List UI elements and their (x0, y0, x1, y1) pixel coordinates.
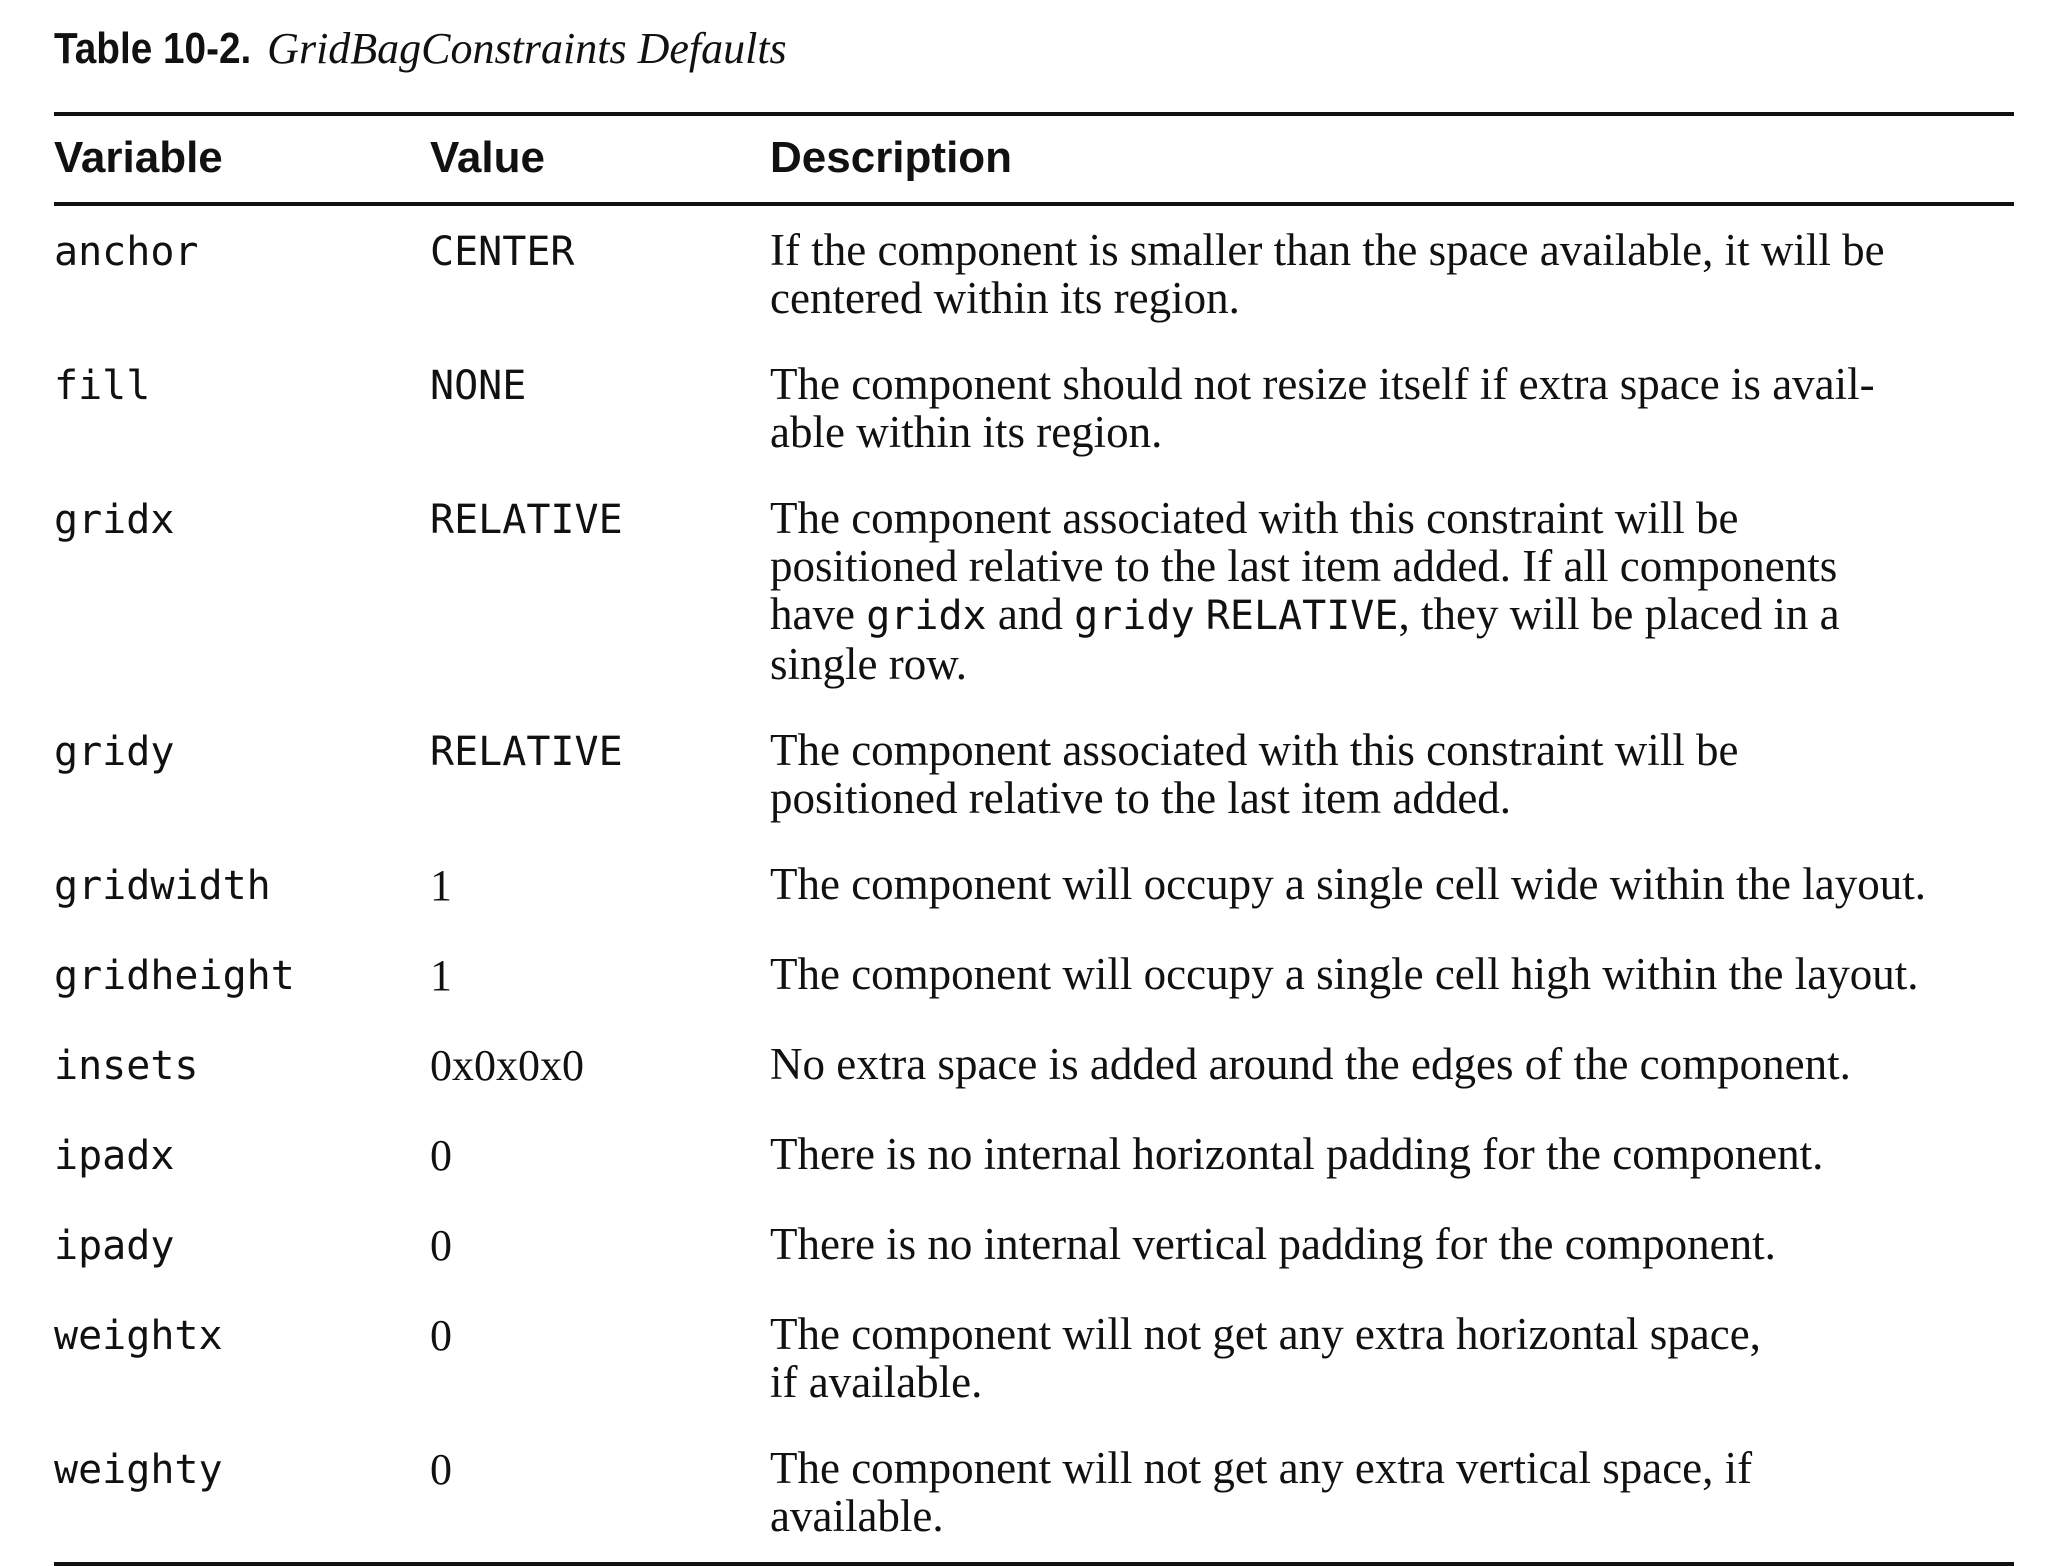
inline-code: gridy (1074, 593, 1195, 639)
desc-line: The component will occupy a single cell wide within the layout. (770, 859, 1926, 909)
cell-value: RELATIVE (430, 729, 623, 775)
desc-line: if available. (770, 1357, 983, 1407)
desc-line: There is no internal vertical padding for the component. (770, 1219, 1776, 1269)
desc-line: centered within its region. (770, 273, 1240, 323)
table-row (54, 474, 2014, 706)
cell-variable: fill (54, 363, 151, 409)
cell-value: 0 (430, 1311, 452, 1360)
cell-variable: insets (54, 1043, 199, 1089)
desc-line: The component will not get any extra vertical space, if (770, 1443, 1753, 1493)
defaults-table (54, 112, 2014, 1566)
desc-line: able within its region. (770, 407, 1163, 457)
cell-value: 1 (430, 951, 452, 1000)
cell-variable: gridwidth (54, 863, 271, 909)
cell-value: 0 (430, 1221, 452, 1270)
table-row (54, 1020, 2014, 1110)
desc-line (770, 590, 2004, 640)
cell-description (770, 474, 2014, 706)
cell-description (770, 1110, 2014, 1200)
desc-line: single row. (770, 639, 968, 689)
cell-variable: weightx (54, 1313, 223, 1359)
cell-variable: anchor (54, 229, 199, 275)
desc-line: The component associated with this constraint will be (770, 725, 1739, 775)
cell-variable: gridheight (54, 953, 295, 999)
cell-variable: ipadx (54, 1133, 175, 1179)
table-row (54, 706, 2014, 840)
table-row (54, 1110, 2014, 1200)
cell-description (770, 204, 2014, 340)
header-description: Description (770, 114, 2014, 204)
desc-line: There is no internal horizontal padding for the component. (770, 1129, 1824, 1179)
cell-description (770, 1200, 2014, 1290)
table-row (54, 204, 2014, 340)
desc-text: , they will be placed in a (1398, 589, 1840, 639)
desc-text: have (770, 589, 867, 639)
cell-variable: weighty (54, 1424, 430, 1564)
cell-description (770, 1424, 2014, 1564)
table-title: GridBagConstraints Defaults (267, 24, 787, 73)
desc-text: and (986, 589, 1075, 639)
table-row (54, 1424, 2014, 1564)
cell-description (770, 930, 2014, 1020)
table-row (54, 1200, 2014, 1290)
table-row (54, 930, 2014, 1020)
table-caption (54, 20, 1994, 78)
cell-description (770, 1020, 2014, 1110)
inline-code: RELATIVE (1205, 593, 1399, 639)
table-row (54, 840, 2014, 930)
cell-description (770, 706, 2014, 840)
header-row (54, 114, 2014, 204)
desc-line: The component will not get any extra horizontal space, (770, 1309, 1761, 1359)
header-variable: Variable (54, 114, 430, 204)
desc-line: No extra space is added around the edges of the component. (770, 1039, 1851, 1089)
cell-value: 0 (430, 1424, 770, 1564)
cell-value: 0 (430, 1131, 452, 1180)
cell-value: NONE (430, 363, 527, 409)
desc-line: available. (770, 1491, 944, 1541)
cell-value: RELATIVE (430, 497, 623, 543)
cell-description (770, 340, 2014, 474)
desc-text (1195, 589, 1206, 639)
header-value: Value (430, 114, 770, 204)
desc-line: The component will occupy a single cell high within the layout. (770, 949, 1919, 999)
inline-code: gridx (866, 593, 987, 639)
desc-line: positioned relative to the last item added. (770, 773, 1512, 823)
cell-variable: gridy (54, 729, 175, 775)
table-row (54, 1290, 2014, 1424)
cell-description (770, 1290, 2014, 1424)
cell-variable: gridx (54, 497, 175, 543)
desc-line: The component associated with this constraint will be (770, 493, 1739, 543)
cell-value: CENTER (430, 229, 575, 275)
desc-line: If the component is smaller than the space available, it will be (770, 225, 1885, 275)
desc-line: positioned relative to the last item added. If all components (770, 541, 1838, 591)
table-number: Table 10-2. (54, 24, 252, 73)
cell-value: 0x0x0x0 (430, 1041, 584, 1090)
cell-value: 1 (430, 861, 452, 910)
desc-line: The component should not resize itself if extra space is avail- (770, 359, 1875, 409)
table-row (54, 340, 2014, 474)
cell-variable: ipady (54, 1223, 175, 1269)
cell-description (770, 840, 2014, 930)
